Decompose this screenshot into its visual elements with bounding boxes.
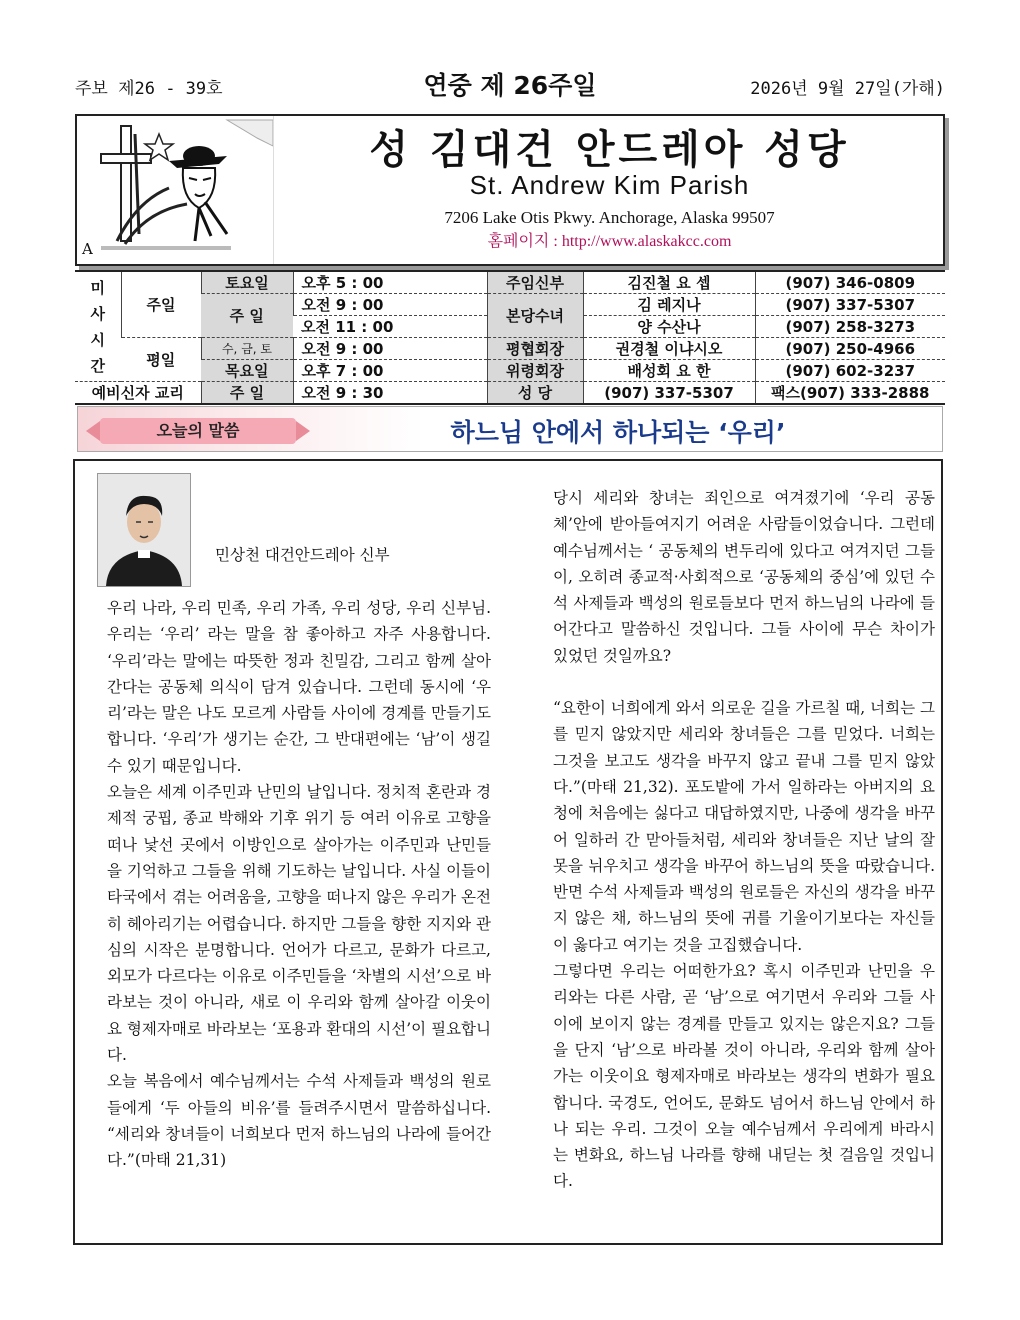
staff-name: 김진철 요 셉 bbox=[583, 271, 755, 294]
article-paragraph: 오늘 복음에서 예수님께서는 수석 사제들과 백성의 원로들에게 ‘두 아들의 비유’를 들려주시면서 말씀하십니다. “세리와 창녀들이 너희보다 먼저 하느님의 나라에 들어간다.”(마태 21,31) bbox=[107, 1072, 491, 1170]
homepage-link[interactable]: 홈페이지 : http://www.alaskakcc.com bbox=[487, 233, 732, 250]
staff-phone: (907) 346-0809 bbox=[755, 271, 945, 294]
article-paragraph: 오늘은 세계 이주민과 난민의 날입니다. 정치적 혼란과 경제적 궁핍, 종교 박해와 기후 위기 등 여러 이유로 고향을 떠나 낯선 곳에서 이방인으로 살아가는 이주민과 난민들을 기억하고 그들을 위해 기도하는 날입니다. 사실 이들이 타국에서 겪는 어려움을, 고향을 떠나지 않은 우리가 온전히 헤아리기는 어렵습니다. 하지만 그들을 향한 지지와 관심의 시작은 분명합니다. 언어가 다르고, 문화가 다르고, 외모가 다르다는 이유로 이주민들을 ‘차별의 시선’으로 바라보는 것이 아니라, 새로 이 우리와 함께 살아갈 이웃이요 형제자매로 바라보는 ‘포용과 환대의 시선’이 필요합니다. bbox=[107, 783, 491, 1065]
schedule-time: 오전 9 : 00 bbox=[293, 338, 487, 360]
fax-number: 팩스(907) 333-2888 bbox=[755, 382, 945, 405]
mass-time-label: 미 사 시 간 bbox=[75, 271, 121, 382]
article-paragraph: 그렇다면 우리는 어떠한가요? 혹시 이주민과 난민을 우리와는 다른 사람, 곧 ‘남’으로 여기면서 우리와 그들 사이에 보이지 않는 경계를 만들고 있지는 않은지요? 그들을 단지 ‘남’으로 바라볼 것이 아니라, 우리와 함께 살아가는 이웃이요 형제자매로 바라보는 생각의 변화가 필요합니다. 국경도, 언어도, 문화도 넘어서 하느님 안에서 하나 되는 우리. 그것이 오늘 예수님께서 우리에게 바라시는 변화요, 하느님 나라를 향해 내딛는 첫 걸음일 것입니다. bbox=[553, 962, 935, 1191]
bulletin-topline bbox=[75, 66, 945, 100]
schedule-time: 오전 11 : 00 bbox=[293, 316, 487, 338]
parish-name-english: St. Andrew Kim Parish bbox=[469, 170, 750, 200]
parish-name-korean: 성 김대건 안드레아 성당 bbox=[369, 127, 850, 173]
staff-name: 김 레지나 bbox=[583, 294, 755, 316]
weekday-label: 평일 bbox=[121, 338, 201, 382]
author-byline: 민상천 대건안드레아 신부 bbox=[215, 546, 390, 564]
staff-phone: (907) 602-3237 bbox=[755, 360, 945, 382]
week-title: 연중 제 26주일 bbox=[423, 71, 597, 100]
schedule-time: 오전 9 : 00 bbox=[293, 294, 487, 316]
mass-schedule-table bbox=[75, 270, 945, 405]
article-column-left bbox=[107, 595, 491, 1174]
parish-address: 7206 Lake Otis Pkwy. Anchorage, Alaska 99507 bbox=[444, 208, 775, 227]
staff-role: 평협회장 bbox=[487, 338, 583, 360]
schedule-day: 수, 금, 토 bbox=[201, 338, 293, 360]
staff-role: 본당수녀 bbox=[487, 294, 583, 338]
sunday-label: 주일 bbox=[121, 271, 201, 338]
article-column-right bbox=[553, 485, 935, 1195]
office-label: 성 당 bbox=[487, 382, 583, 405]
bulletin-date: 2026년 9월 27일(가해) bbox=[750, 79, 945, 99]
sermon-article bbox=[73, 459, 943, 1245]
staff-phone: (907) 250-4966 bbox=[755, 338, 945, 360]
staff-phone: (907) 258-3273 bbox=[755, 316, 945, 338]
schedule-day: 토요일 bbox=[201, 271, 293, 294]
staff-name: 양 수산나 bbox=[583, 316, 755, 338]
parish-header bbox=[75, 114, 945, 266]
schedule-day: 목요일 bbox=[201, 360, 293, 382]
staff-name: 배성회 요 한 bbox=[583, 360, 755, 382]
todays-word-banner bbox=[77, 406, 943, 452]
staff-name: 권경철 이냐시오 bbox=[583, 338, 755, 360]
schedule-time: 오후 5 : 00 bbox=[293, 271, 487, 294]
logo-letter: A bbox=[82, 240, 93, 258]
priest-photo bbox=[97, 473, 191, 587]
schedule-time: 오후 7 : 00 bbox=[293, 360, 487, 382]
staff-role: 위령회장 bbox=[487, 360, 583, 382]
article-paragraph: 당시 세리와 창녀는 죄인으로 여겨졌기에 ‘우리 공동체’안에 받아들여지기 어려운 사람들이었습니다. 그런데 예수님께서는 ‘ 공동체의 변두리에 있다고 여겨지던 그들이, 오히려 종교적·사회적으로 ‘공동체의 중심’에 있던 수석 사제들과 백성의 원로들보다 먼저 하느님의 나라에 들어간다고 말씀하신 것입니다. 그들 사이에 무슨 차이가 있었던 것일까요? bbox=[553, 489, 935, 665]
article-paragraph: 우리 나라, 우리 민족, 우리 가족, 우리 성당, 우리 신부님. 우리는 ‘우리’ 라는 말을 참 좋아하고 자주 사용합니다. ‘우리’라는 말에는 따뜻한 정과 친밀감, 그리고 함께 살아간다는 공동체 의식이 담겨 있습니다. 그런데 동시에 ‘우리’라는 말은 나도 모르게 사람들 사이에 경계를 만들기도 합니다. ‘우리’가 생기는 순간, 그 반대편에는 ‘남’이 생길 수 있기 때문입니다. bbox=[107, 599, 491, 775]
sermon-title: 하느님 안에서 하나되는 ‘우리’ bbox=[450, 418, 786, 447]
office-phone: (907) 337-5307 bbox=[583, 382, 755, 405]
staff-phone: (907) 337-5307 bbox=[755, 294, 945, 316]
parish-logo bbox=[77, 116, 274, 264]
issue-number: 주보 제26 - 39호 bbox=[75, 79, 223, 99]
todays-word-ribbon: 오늘의 말씀 bbox=[100, 418, 296, 444]
priest-portrait-icon bbox=[98, 474, 190, 586]
schedule-day: 주 일 bbox=[201, 294, 293, 338]
catechumen-time: 오전 9 : 30 bbox=[293, 382, 487, 405]
catechumen-label: 예비신자 교리 bbox=[75, 382, 201, 405]
staff-role: 주임신부 bbox=[487, 271, 583, 294]
article-paragraph: “요한이 너희에게 와서 의로운 길을 가르칠 때, 너희는 그를 믿지 않았지만 세리와 창녀들은 그를 믿었다. 너희는 그것을 보고도 생각을 바꾸지 않고 끝내 그를 믿지 않았다.”(마태 21,32). 포도밭에 가서 일하라는 아버지의 요청에 처음에는 싫다고 대답하였지만, 나중에 생각을 바꾸어 일하러 간 맏아들처럼, 세리와 창녀들은 지난 날의 잘못을 뉘우치고 생각을 바꾸어 하느님의 뜻을 따랐습니다. 반면 수석 사제들과 백성의 원로들은 자신의 생각을 바꾸지 않은 채, 하느님의 뜻에 귀를 기울이기보다는 자신들이 옳다고 여기는 것을 고집했습니다. bbox=[553, 699, 935, 954]
catechumen-day: 주 일 bbox=[201, 382, 293, 405]
logo-cross-figure-icon bbox=[77, 116, 273, 264]
